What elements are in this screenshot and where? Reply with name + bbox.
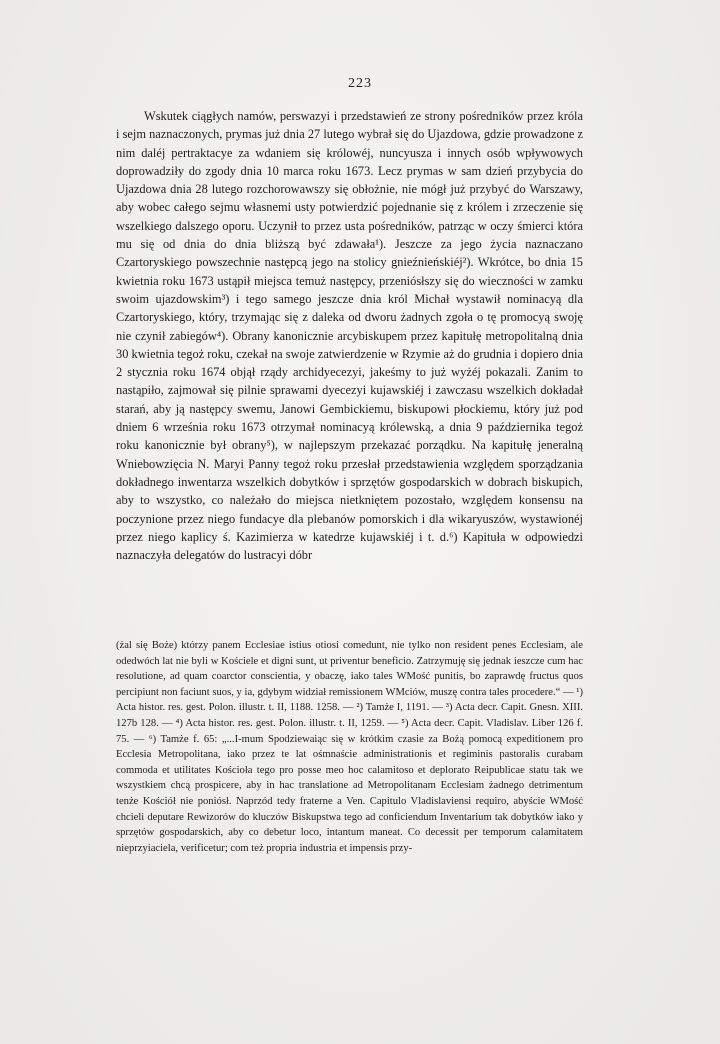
page-number: 223 — [348, 76, 372, 91]
main-text-paragraph — [116, 107, 583, 564]
footnotes: (żal się Boże) którzy panem Ecclesiae istius otiosi comedunt, nie tylko non resident penes Ecclesiam, ale odedwóch lat nie byli w Kościele et digni sunt, ut priventur beneficio. Zatrzymuję się jednak ieszcze cum hac resolutione, ad quam coarctor conscientia, y obaczę, iako tales WMość punitis, bo zaprawdę fructus quos percipiunt non faciunt suos, y ia, gdybym widział remissionem WMciów, muszę contra tales procedere.“ — ¹) Acta histor. res. gest. Polon. illustr. t. II, 1188. 1258. — ²) Tamże I, 1191. — ³) Acta decr. Capit. Gnesn. XIII. 127b 128. — ⁴) Acta histor. res. gest. Polon. illustr. t. II, 1259. — ⁵) Acta decr. Capit. Vladislav. Liber 126 f. 75. — ⁶) Tamże f. 65: „...I-mum Spodziewaiąc się w krótkim czasie za Bożą pomocą expeditionem pro Ecclesia Metropolitana, iako przez te lat ośmnaście administrationis et regiminis pastoralis curabam commoda et utilitates Kościoła tego pro posse meo hoc calamitoso et deplorato Reipublicae statu tak we wszystkiem chcą prospicere, aby in hac translatione ad Metropolitanam Ecclesiam żadnego detrimentum tenże Kościół nie poniósł. Naprzód tedy fraterne a Ven. Capitulo Vladislaviensi requiro, abyście WMość chcieli deputare Rewizorów do kluczów Biskupstwa tego ad conficiendum Inventarium tak dobytków iako y sprzętów gospodarskich, aby co debetur loco, intantum maneat. Co decessit per temporum calamitatem nieprzyiaciela, verificetur; com też propria industria et impensis przy- — [116, 640, 583, 854]
main-text: Wskutek ciągłych namów, perswazyi i przedstawień ze strony pośredników przez króla i sejm naznaczonych, prymas już dnia 27 lutego wybrał się do Ujazdowa, gdzie prowadzone z nim daléj pertraktacye za wdaniem się królowéj, nuncyusza i innych osób wpływowych doprowadziły do zgody dnia 10 marca roku 1673. Lecz prymas w sam dzień przybycia do Ujazdowa dnia 28 lutego rozchorowawszy się obłożnie, nie mógł już przybyć do Warszawy, aby wobec całego sejmu własnemi usty potwierdzić pojednanie się z królem i zrzeczenie się wszelkiego dalszego oporu. Uczynił to przez usta pośredników, patrząc w oczy śmierci która mu się od dnia do dnia bliższą być zdawała¹). Jeszcze za jego życia naznaczano Czartoryskiego powszechnie następcą jego na stolicy gnieźnieńskiéj²). Wkrótce, bo dnia 15 kwietnia roku 1673 ustąpił miejsca temuż następcy, przeniósłszy się do wieczności w zamku swoim ujazdowskim³) i tego samego jeszcze dnia król Michał wystawił nominacyą dla Czartoryskiego, który, trzymając się z daleka od dworu żadnych zgoła o tę promocyą swoję nie czynił zabiegów⁴). Obrany kanonicznie arcybiskupem przez kapitułę metropolitalną dnia 30 kwietnia tegoż roku, czekał na swoje zatwierdzenie w Rzymie aż do grudnia i dopiero dnia 2 stycznia roku 1674 objął rządy archidyecezyi, jakeśmy to już wyżéj pokazali. Zanim to nastąpiło, zajmował się pilnie sprawami dyecezyi kujawskiéj i zawczasu wszelkich dokładał starań, aby ją następcy swemu, Janowi Gembickiemu, biskupowi płockiemu, który już pod dniem 6 września roku 1673 otrzymał nominacyą królewską, a dnia 9 października tegoż roku kanonicznie był obrany⁵), w najlepszym przekazać porządku. Na kapitułę jeneralną Wniebowzięcia N. Maryi Panny tegoż roku przesłał przedstawienia względem sporządzania dokładnego inwentarza wszelkich dobytków i sprzętów gospodarskich w dobrach biskupich, aby to wszystko, co należało do miejsca nietkniętem pozostało, względem konsensu na poczynione przez niego fundacye dla plebanów pomorskich i dla wikaryuszów, wystawionéj przez niego kaplicy ś. Kazimierza w katedrze kujawskiéj i t. d.⁶) Kapituła w odpowiedzi naznaczyła delegatów do lustracyi dóbr — [116, 109, 583, 563]
